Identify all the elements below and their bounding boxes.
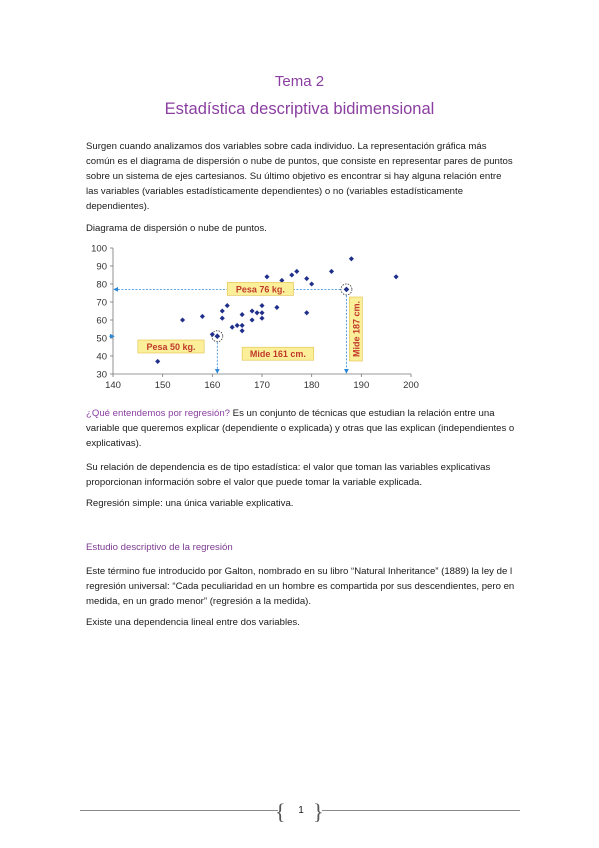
x-tick-label: 140 xyxy=(105,380,121,391)
section-heading: Estudio descriptivo de la regresión xyxy=(86,542,233,553)
x-tick-label: 160 xyxy=(204,380,221,391)
intro-paragraph: Surgen cuando analizamos dos variables sobre cada individuo. La representación gráfica más común es el diagrama de dispersión o nube de puntos, que consiste en representar pares de puntos sobre un sistema de ejes cartesianos. Su último objetivo es encontrar si hay alguna relación entre las variables (variables estadísticamente dependientes) o no (variables estadísticamente dependientes). xyxy=(86,141,513,212)
data-point xyxy=(309,281,314,286)
data-point xyxy=(349,256,354,261)
simple-regression-paragraph: Regresión simple: una única variable explicativa. xyxy=(86,498,294,509)
document-title: Tema 2 xyxy=(274,73,325,90)
data-point xyxy=(200,314,205,319)
y-tick-label: 50 xyxy=(96,333,107,345)
footer-rule-right xyxy=(322,810,520,811)
data-point xyxy=(225,303,230,308)
data-point xyxy=(259,303,264,308)
y-tick-label: 90 xyxy=(96,261,107,273)
regression-question-paragraph xyxy=(86,406,516,451)
y-tick-label: 60 xyxy=(96,315,107,327)
page-number: 1 xyxy=(298,805,304,816)
data-point xyxy=(180,317,185,322)
data-point xyxy=(289,272,294,277)
y-tick-label: 100 xyxy=(91,243,107,255)
footer-rule-left xyxy=(80,810,278,811)
regression-question: ¿Qué entendemos por regresión? xyxy=(86,408,230,419)
y-tick-label: 70 xyxy=(96,297,107,309)
data-point xyxy=(230,325,235,330)
data-point xyxy=(250,308,255,313)
x-tick-label: 180 xyxy=(303,380,320,391)
linear-dependence-paragraph: Existe una dependencia lineal entre dos variables. xyxy=(86,617,300,628)
dependence-paragraph: Su relación de dependencia es de tipo estadística: el valor que toman las variables explicativas proporcionan información sobre el valor que puede tomar la variable explicada. xyxy=(86,462,491,488)
footer-bracket-right: } xyxy=(313,799,324,824)
x-tick-label: 190 xyxy=(353,380,370,391)
scatter-chart xyxy=(83,240,435,400)
data-point xyxy=(220,316,225,321)
data-point xyxy=(329,269,334,274)
data-point xyxy=(240,312,245,317)
data-point xyxy=(210,332,215,337)
data-point xyxy=(240,323,245,328)
data-point xyxy=(220,308,225,313)
y-tick-label: 30 xyxy=(96,369,107,381)
data-point xyxy=(240,328,245,333)
document-subtitle: Estadística descriptiva bidimensional xyxy=(164,100,435,118)
x-tick-label: 170 xyxy=(254,380,270,391)
data-point xyxy=(294,269,299,274)
data-point xyxy=(259,310,264,315)
data-point xyxy=(394,274,399,279)
data-point xyxy=(254,310,259,315)
highlighted-point xyxy=(344,287,350,293)
x-tick-label: 200 xyxy=(403,380,419,391)
data-point xyxy=(250,317,255,322)
annotation-label: Pesa 50 kg. xyxy=(146,342,196,352)
data-point xyxy=(264,274,269,279)
data-point xyxy=(304,310,309,315)
y-tick-label: 40 xyxy=(96,351,107,363)
annotation-label: Mide 161 cm. xyxy=(249,349,306,360)
annotation-label: Mide 187 cm. xyxy=(351,300,362,358)
annotation-label: Pesa 76 kg. xyxy=(235,284,285,295)
data-point xyxy=(259,316,264,321)
highlighted-point xyxy=(214,333,220,339)
footer-bracket-left: { xyxy=(275,799,286,824)
data-point xyxy=(304,276,309,281)
annotation-mide-187 xyxy=(349,297,362,361)
x-tick-label: 150 xyxy=(154,380,171,391)
chart-caption: Diagrama de dispersión o nube de puntos. xyxy=(86,223,267,234)
data-point xyxy=(274,305,279,310)
data-point xyxy=(235,323,240,328)
y-tick-label: 80 xyxy=(96,279,107,291)
regression-definition: Es un conjunto de técnicas que estudian la relación entre una variable que queremos explicar (dependiente o explicada) y otras que las explican (independientes o explicativas). xyxy=(86,408,515,449)
data-point xyxy=(155,359,160,364)
galton-paragraph: Este término fue introducido por Galton, nombrado en su libro “Natural Inheritance” (1889) la ley de l regresión universal: “Cada peculiaridad en un hombre es compartida por sus descendientes, pero en medida, en un grado menor” (regresión a la medida). xyxy=(86,566,515,607)
